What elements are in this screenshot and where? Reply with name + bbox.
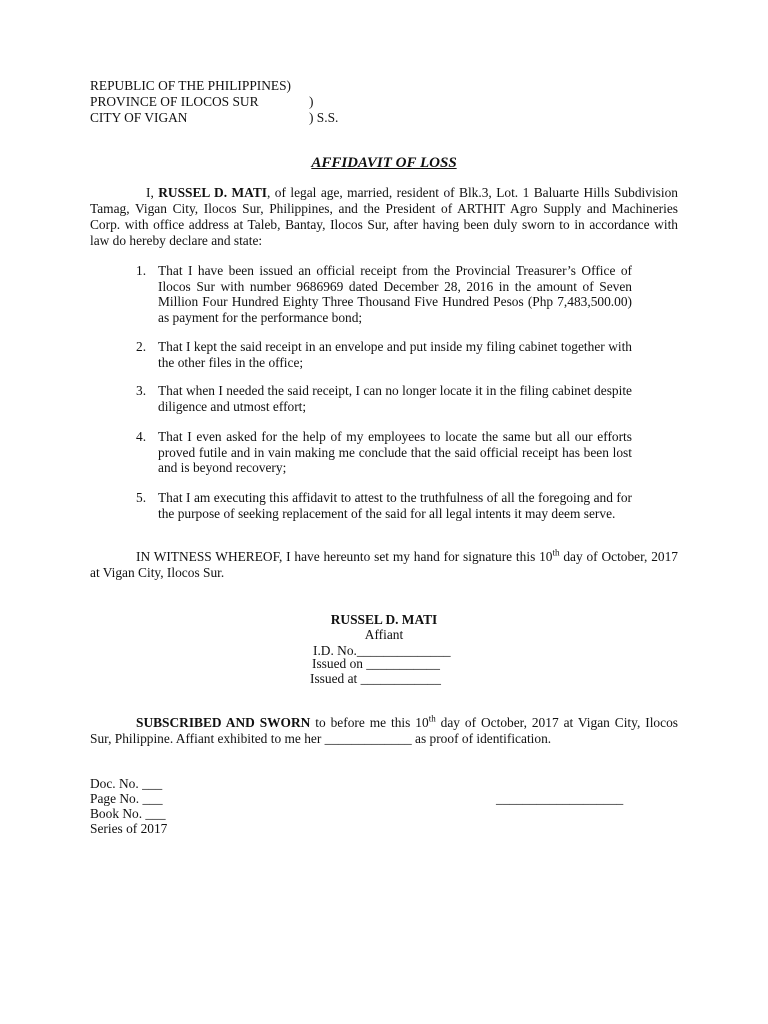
book-number: Book No. ___ [90, 806, 166, 821]
witness-paragraph: IN WITNESS WHEREOF, I have hereunto set my hand for signature this 10th day of October, 2017 at Vigan City, Ilocos Sur. [90, 547, 678, 580]
item-number: 1. [136, 263, 147, 278]
notary-signature-line: ___________________ [496, 791, 624, 806]
list-item: That I even asked for the help of my employees to locate the same but all our efforts proved futile and in vain making me conclude that the said official receipt has been lost and is beyond recovery; [158, 429, 632, 476]
doc-number: Doc. No. ___ [90, 776, 163, 791]
list-item: That when I needed the said receipt, I can no longer locate it in the filing cabinet despite diligence and utmost effort; [158, 383, 632, 414]
list-item: That I am executing this affidavit to attest to the truthfulness of all the foregoing and for the purpose of seeking replacement of the said for all legal intents it may deem serve. [158, 490, 632, 521]
issued-on-field: Issued on ___________ [312, 656, 440, 671]
venue-city: CITY OF VIGAN [90, 110, 188, 125]
venue-republic: REPUBLIC OF THE PHILIPPINES) [90, 78, 292, 93]
venue-block [90, 78, 339, 126]
venue-province: PROVINCE OF ILOCOS SUR [90, 94, 259, 109]
affiant-name-bold: RUSSEL D. MATI [158, 185, 267, 200]
series-year: Series of 2017 [90, 821, 168, 836]
jurat-paragraph: SUBSCRIBED AND SWORN to before me this 10th day of October, 2017 at Vigan City, Ilocos Sur, Philippine. Affiant exhibited to me her _____________ as proof of identification. [90, 713, 678, 746]
item-number: 5. [136, 490, 147, 505]
venue-ss: ) S.S. [309, 110, 339, 125]
intro-paragraph: I, RUSSEL D. MATI, of legal age, married, resident of Blk.3, Lot. 1 Baluarte Hills Subdivision Tamag, Vigan City, Ilocos Sur, Philippines, and the President of ARTHIT Agro Supply and Machineries Corp. with office address at Taleb, Bantay, Ilocos Sur, after having been duly sworn to in accordance with law do hereby declare and state: [90, 185, 679, 248]
affiant-role: Affiant [364, 627, 404, 642]
list-item: That I kept the said receipt in an envelope and put inside my filing cabinet together with the other files in the office; [158, 339, 632, 370]
affiant-name: RUSSEL D. MATI [330, 612, 438, 627]
item-number: 2. [136, 339, 147, 354]
item-number: 4. [136, 429, 147, 444]
list-item: That I have been issued an official receipt from the Provincial Treasurer’s Office of Ilocos Sur with number 9686969 dated December 28, 2016 in the amount of Seven Million Four Hundred Eighty Three Thousand Five Hundred Pesos (Php 7,483,500.00) as payment for the performance bond; [158, 263, 632, 325]
document-title: AFFIDAVIT OF LOSS [311, 155, 457, 171]
page-number: Page No. ___ [90, 791, 163, 806]
issued-at-field: Issued at ____________ [310, 671, 441, 686]
id-number-field: I.D. No.______________ [313, 643, 451, 658]
venue-province-paren: ) [309, 94, 314, 109]
item-number: 3. [136, 383, 147, 398]
